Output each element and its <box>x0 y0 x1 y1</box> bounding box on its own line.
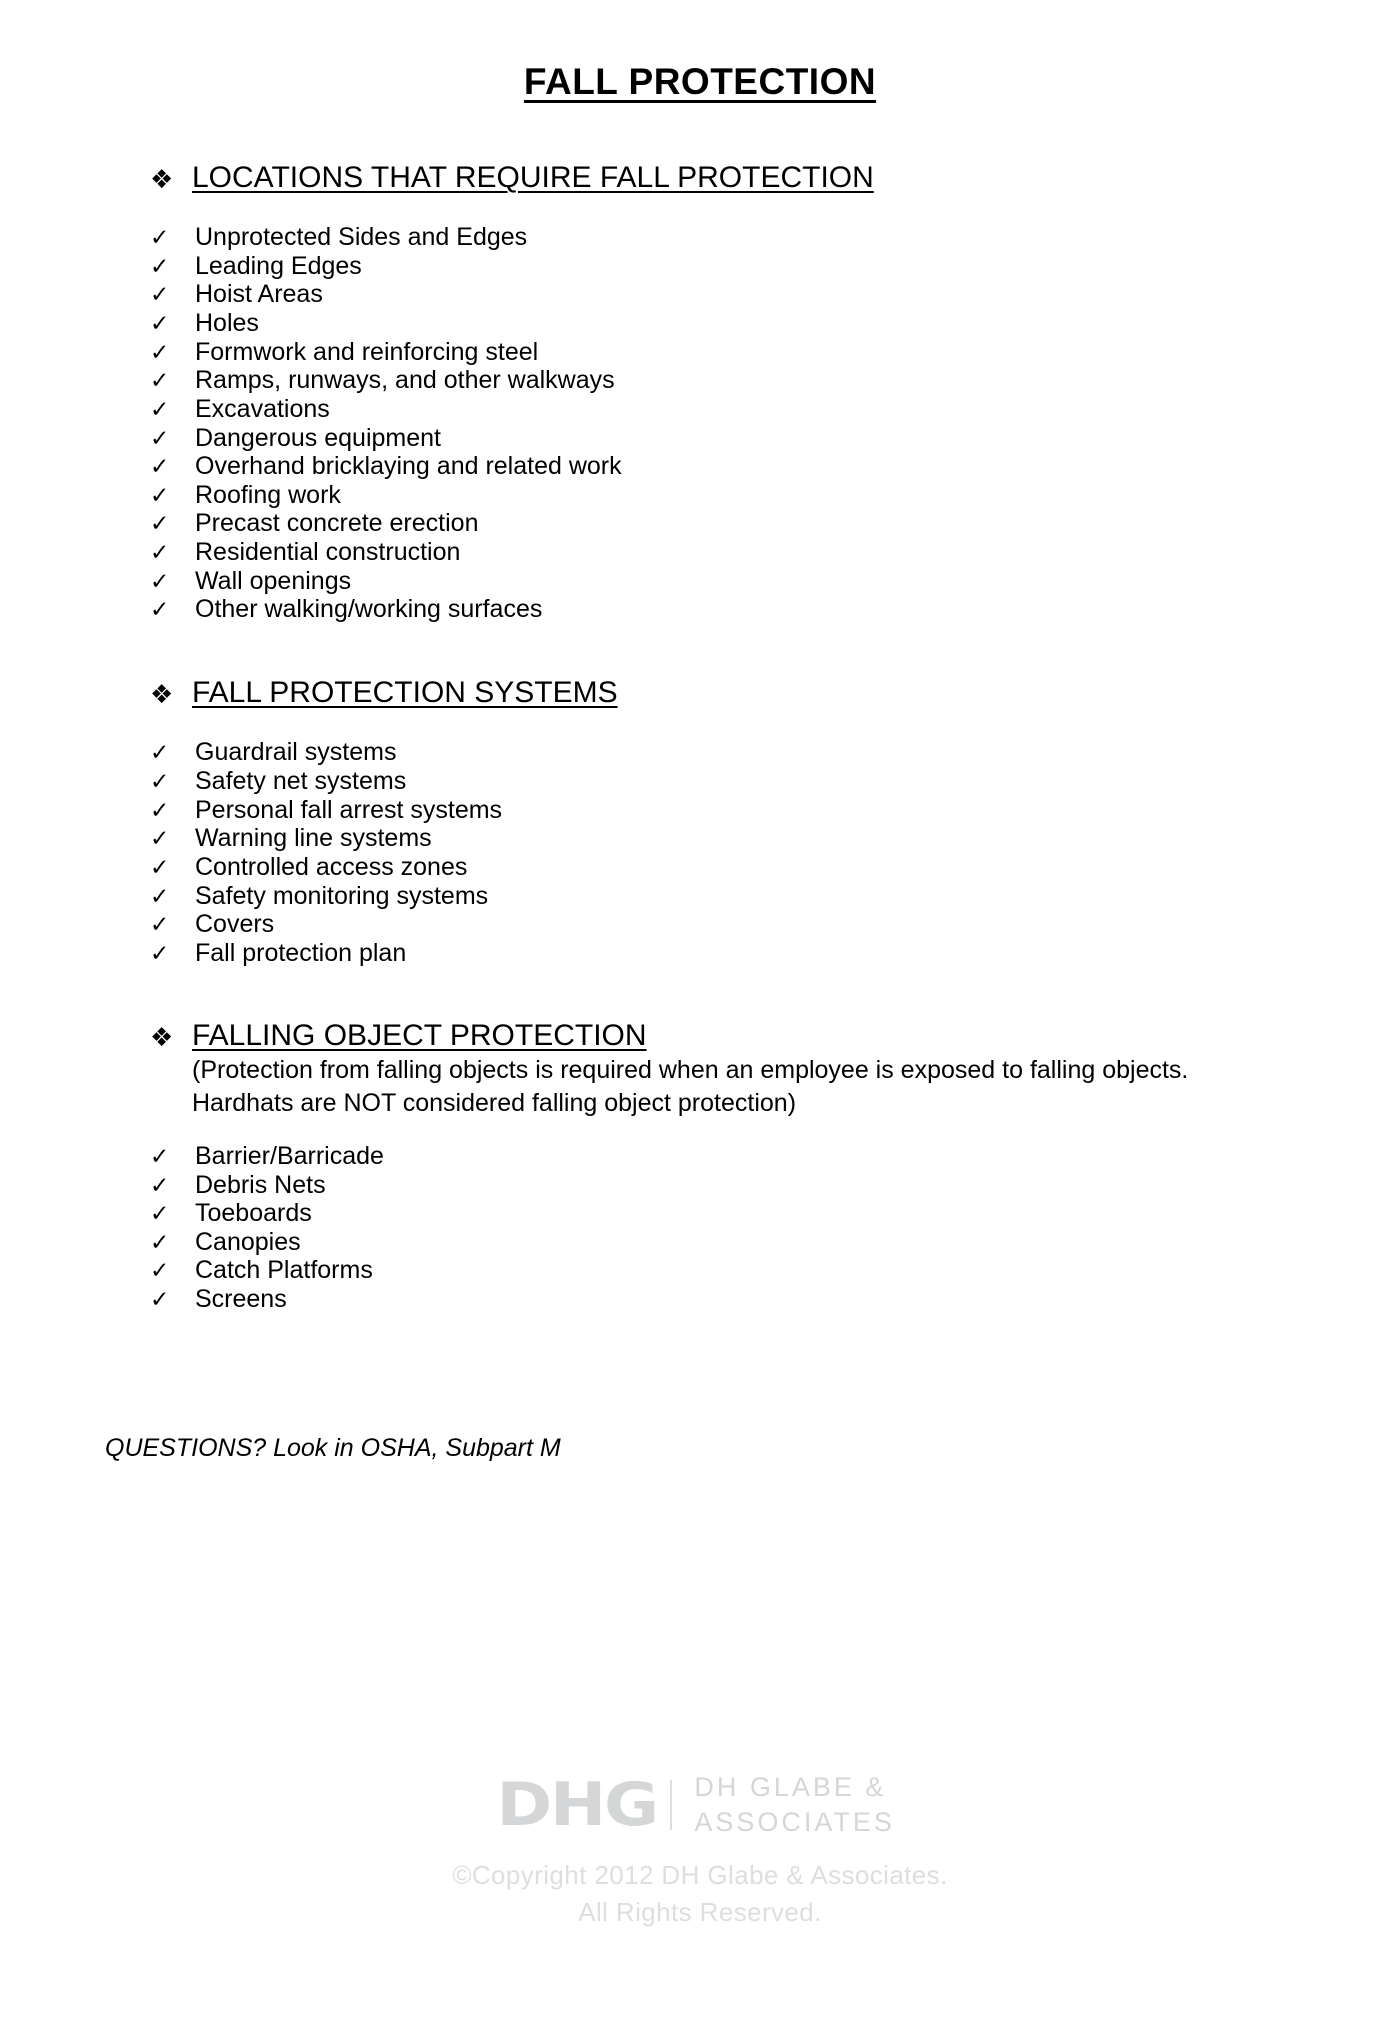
list-item-label: Roofing work <box>195 480 341 509</box>
list-item-label: Residential construction <box>195 538 461 567</box>
page-title <box>0 0 1400 103</box>
list-item-label: Toeboards <box>195 1199 312 1228</box>
check-icon: ✓ <box>150 482 170 509</box>
check-icon: ✓ <box>150 1229 170 1256</box>
list-item <box>150 738 1400 767</box>
list-item-label: Ramps, runways, and other walkways <box>195 366 615 395</box>
list-item <box>150 424 1400 453</box>
questions-line: QUESTIONS? Look in OSHA, Subpart M <box>105 1433 561 1462</box>
dhg-logo-icon: DHG <box>496 1769 657 1840</box>
list-item-label: Dangerous equipment <box>195 423 441 452</box>
copyright-line-2: All Rights Reserved. <box>578 1897 822 1927</box>
section-heading-text: LOCATIONS THAT REQUIRE FALL PROTECTION <box>192 160 874 194</box>
list-item <box>150 395 1400 424</box>
list-item <box>150 338 1400 367</box>
list-item <box>150 853 1400 882</box>
watermark-logo <box>0 1770 1400 1839</box>
list-item-label: Hoist Areas <box>195 280 323 309</box>
list-item-label: Safety monitoring systems <box>195 881 489 910</box>
list-item <box>150 280 1400 309</box>
check-icon: ✓ <box>150 454 170 481</box>
check-icon: ✓ <box>150 797 170 824</box>
list-item <box>150 939 1400 968</box>
list-item <box>150 824 1400 853</box>
list-item-label: Formwork and reinforcing steel <box>195 337 539 366</box>
list-item-label: Leading Edges <box>195 251 362 280</box>
section-heading-falling-object <box>150 1019 1400 1054</box>
list-locations <box>0 223 1400 624</box>
list-item-label: Unprotected Sides and Edges <box>195 223 528 252</box>
diamond-bullet-icon: ❖ <box>150 1023 174 1054</box>
list-item <box>150 452 1400 481</box>
list-item-label: Safety net systems <box>195 767 407 796</box>
list-item-label: Barrier/Barricade <box>195 1141 384 1170</box>
check-icon: ✓ <box>150 912 170 939</box>
list-item-label: Fall protection plan <box>195 938 407 967</box>
section-note-falling-object: (Protection from falling objects is required when an employee is exposed to falling objects. Hardhats are NOT considered falling object protection) <box>192 1055 1189 1117</box>
check-icon: ✓ <box>150 854 170 881</box>
list-item-label: Wall openings <box>195 566 352 595</box>
list-item <box>150 366 1400 395</box>
document-body <box>0 103 1400 1463</box>
list-item-label: Warning line systems <box>195 824 432 853</box>
list-item <box>150 882 1400 911</box>
list-item <box>150 1228 1400 1257</box>
check-icon: ✓ <box>150 1172 170 1199</box>
company-line-2: ASSOCIATES <box>694 1806 895 1837</box>
list-systems <box>0 738 1400 967</box>
page-title-text: FALL PROTECTION <box>523 61 877 102</box>
check-icon: ✓ <box>150 339 170 366</box>
list-item <box>150 567 1400 596</box>
check-icon: ✓ <box>150 540 170 567</box>
check-icon: ✓ <box>150 253 170 280</box>
list-item <box>150 1171 1400 1200</box>
list-item <box>150 1142 1400 1171</box>
list-item-label: Controlled access zones <box>195 852 468 881</box>
check-icon: ✓ <box>150 883 170 910</box>
section-heading-text: FALLING OBJECT PROTECTION <box>192 1019 647 1053</box>
list-falling-object <box>0 1142 1400 1314</box>
list-item-label: Canopies <box>195 1227 301 1256</box>
check-icon: ✓ <box>150 511 170 538</box>
list-item <box>150 1256 1400 1285</box>
list-item <box>150 538 1400 567</box>
check-icon: ✓ <box>150 368 170 395</box>
list-item-label: Debris Nets <box>195 1170 326 1199</box>
list-item <box>150 481 1400 510</box>
list-item-label: Overhand bricklaying and related work <box>195 452 622 481</box>
diamond-bullet-icon: ❖ <box>150 164 174 195</box>
logo-divider <box>670 1780 672 1830</box>
list-item <box>150 767 1400 796</box>
section-heading-locations <box>150 161 1400 196</box>
check-icon: ✓ <box>150 425 170 452</box>
list-item-label: Excavations <box>195 394 330 423</box>
watermark <box>0 1770 1400 1931</box>
check-icon: ✓ <box>150 769 170 796</box>
list-item <box>150 223 1400 252</box>
list-item <box>150 252 1400 281</box>
check-icon: ✓ <box>150 568 170 595</box>
list-item-label: Catch Platforms <box>195 1256 373 1285</box>
list-item <box>150 309 1400 338</box>
check-icon: ✓ <box>150 1287 170 1314</box>
check-icon: ✓ <box>150 940 170 967</box>
company-line-1: DH GLABE & <box>694 1772 887 1802</box>
copyright-line-1: ©Copyright 2012 DH Glabe & Associates. <box>452 1860 948 1891</box>
list-item-label: Screens <box>195 1285 287 1314</box>
list-item <box>150 910 1400 939</box>
check-icon: ✓ <box>150 396 170 423</box>
list-item <box>150 796 1400 825</box>
list-item <box>150 1285 1400 1314</box>
check-icon: ✓ <box>150 740 170 767</box>
check-icon: ✓ <box>150 1143 170 1170</box>
check-icon: ✓ <box>150 282 170 309</box>
list-item <box>150 595 1400 624</box>
list-item-label: Covers <box>195 910 275 939</box>
section-heading-systems <box>150 676 1400 711</box>
list-item-label: Precast concrete erection <box>195 509 479 538</box>
list-item <box>150 509 1400 538</box>
diamond-bullet-icon: ❖ <box>150 679 174 710</box>
check-icon: ✓ <box>150 826 170 853</box>
list-item-label: Guardrail systems <box>195 738 397 767</box>
list-item-label: Other walking/working surfaces <box>195 595 543 624</box>
list-item-label: Personal fall arrest systems <box>195 795 503 824</box>
check-icon: ✓ <box>150 225 170 252</box>
list-item <box>150 1199 1400 1228</box>
check-icon: ✓ <box>150 1258 170 1285</box>
list-item-label: Holes <box>195 309 259 338</box>
check-icon: ✓ <box>150 597 170 624</box>
watermark-company-name <box>694 1770 895 1839</box>
check-icon: ✓ <box>150 1201 170 1228</box>
check-icon: ✓ <box>150 311 170 338</box>
watermark-copyright <box>0 1857 1400 1931</box>
section-heading-text: FALL PROTECTION SYSTEMS <box>192 675 618 709</box>
